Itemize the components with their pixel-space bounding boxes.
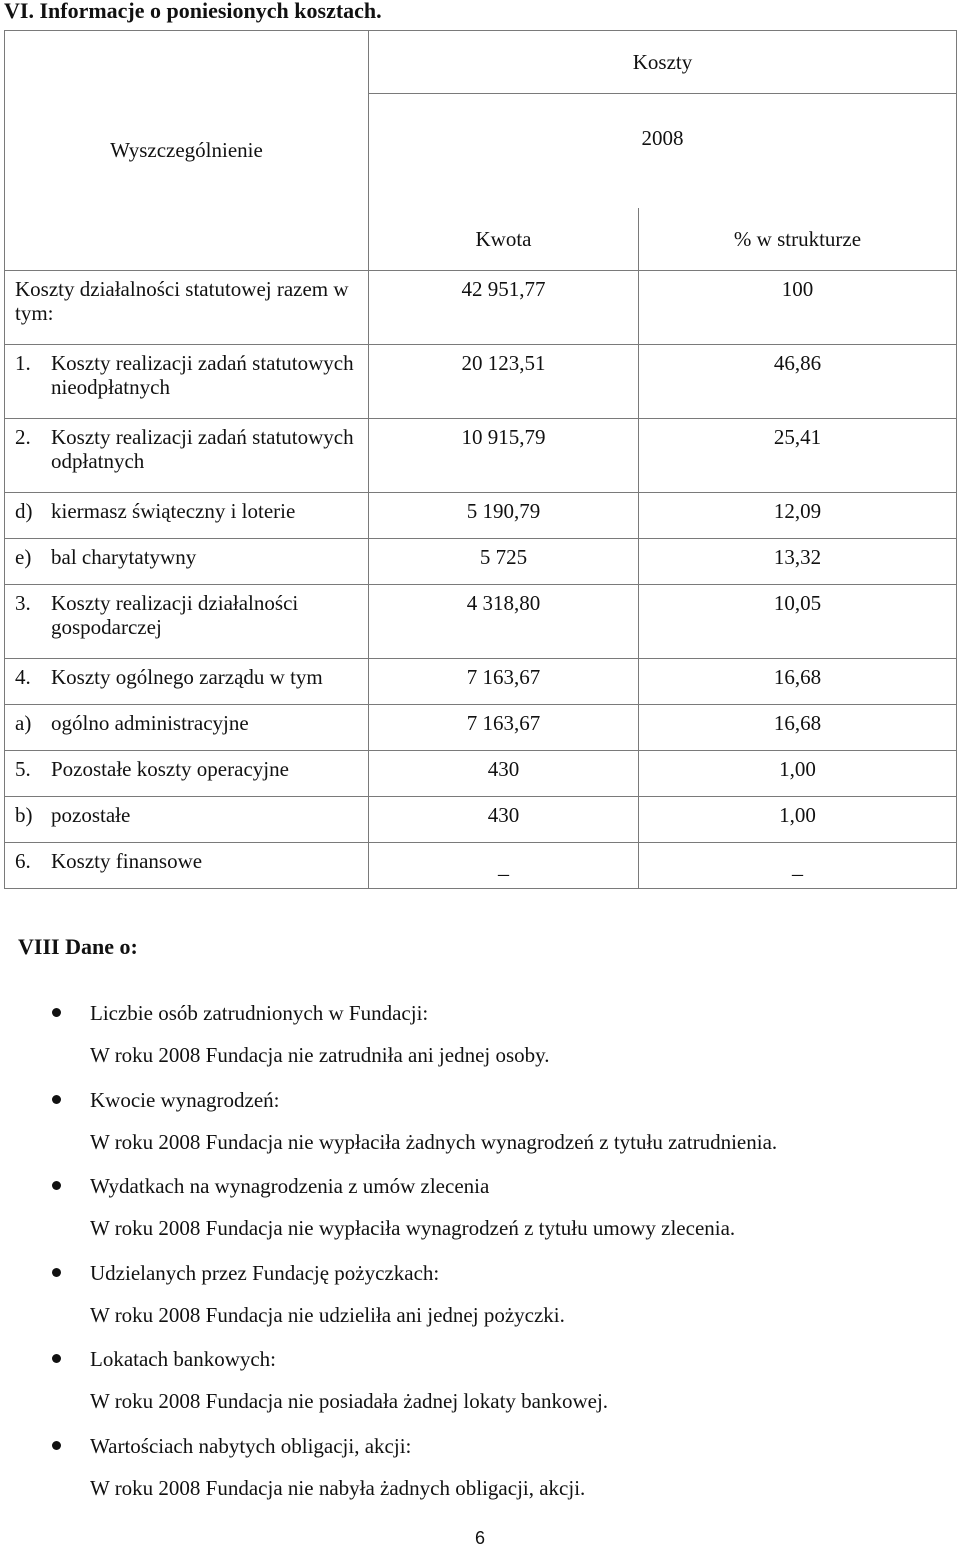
table-row xyxy=(5,493,957,539)
row-amount: 430 xyxy=(369,797,639,843)
row-percent: 16,68 xyxy=(639,659,957,705)
header-label: Wyszczególnienie xyxy=(5,31,369,271)
item-answer: W roku 2008 Fundacja nie nabyła żadnych obligacji, akcji. xyxy=(90,1475,586,1500)
row-label-text: Koszty realizacji zadań statutowych nieodpłatnych xyxy=(51,351,354,399)
row-percent: _ xyxy=(639,843,957,889)
row-label-text: bal charytatywny xyxy=(51,545,197,569)
row-amount: 5 725 xyxy=(369,539,639,585)
list-item xyxy=(52,1431,932,1518)
row-label-text: Koszty ogólnego zarządu w tym xyxy=(51,665,323,689)
row-amount: 10 915,79 xyxy=(369,419,639,493)
list-item xyxy=(52,1085,932,1172)
row-label-text: Koszty realizacji zadań statutowych odpłatnych xyxy=(51,425,354,473)
row-amount: 7 163,67 xyxy=(369,705,639,751)
row-percent: 1,00 xyxy=(639,797,957,843)
costs-table xyxy=(4,30,957,889)
table-row xyxy=(5,345,957,419)
row-label xyxy=(5,751,369,797)
row-marker: 6. xyxy=(15,849,31,873)
list-item xyxy=(52,998,932,1085)
table-row xyxy=(5,539,957,585)
row-label-text: Koszty realizacji działalności gospodarczej xyxy=(51,591,299,639)
row-label xyxy=(5,493,369,539)
table-row xyxy=(5,843,957,889)
section-viii-title: VIII Dane o: xyxy=(18,934,138,959)
header-amount: Kwota xyxy=(369,208,639,271)
row-label-text: ogólno administracyjne xyxy=(51,711,249,735)
row-amount: 42 951,77 xyxy=(369,271,639,345)
list-item xyxy=(52,1171,932,1258)
item-question: Liczbie osób zatrudnionych w Fundacji: xyxy=(90,1001,429,1025)
row-marker: b) xyxy=(15,803,33,827)
row-marker: 1. xyxy=(15,351,31,375)
item-question: Wartościach nabytych obligacji, akcji: xyxy=(90,1433,412,1458)
row-label-text: kiermasz świąteczny i loterie xyxy=(51,499,296,523)
table-row xyxy=(5,659,957,705)
bullet-icon xyxy=(52,1095,61,1104)
row-label xyxy=(5,419,369,493)
item-question: Lokatach bankowych: xyxy=(90,1347,277,1371)
section-vi-title: VI. Informacje o poniesionych kosztach. xyxy=(4,0,382,23)
item-question: Wydatkach na wynagrodzenia z umów zlecenia xyxy=(90,1174,490,1198)
item-question: Kwocie wynagrodzeń: xyxy=(90,1087,280,1112)
row-percent: 16,68 xyxy=(639,705,957,751)
list-item xyxy=(52,1258,932,1345)
item-answer: W roku 2008 Fundacja nie udzieliła ani jednej pożyczki. xyxy=(90,1302,565,1327)
item-answer: W roku 2008 Fundacja nie wypłaciła wynagrodzeń z tytułu umowy zlecenia. xyxy=(90,1216,736,1240)
row-label xyxy=(5,585,369,659)
bullet-icon xyxy=(52,1181,61,1190)
item-answer: W roku 2008 Fundacja nie zatrudniła ani jednej osoby. xyxy=(90,1043,550,1067)
row-label xyxy=(5,539,369,585)
row-amount: 4 318,80 xyxy=(369,585,639,659)
row-label-text: pozostałe xyxy=(51,803,131,827)
row-amount: 430 xyxy=(369,751,639,797)
row-percent: 100 xyxy=(639,271,957,345)
row-label-text: Koszty finansowe xyxy=(51,849,203,873)
table-row xyxy=(5,705,957,751)
table-row xyxy=(5,271,957,345)
row-marker: 3. xyxy=(15,591,31,615)
list-item xyxy=(52,1344,932,1431)
row-label xyxy=(5,345,369,419)
row-percent: 12,09 xyxy=(639,493,957,539)
header-year: 2008 xyxy=(369,94,957,209)
table-row xyxy=(5,419,957,493)
row-percent: 25,41 xyxy=(639,419,957,493)
row-label: Koszty działalności statutowej razem w tym: xyxy=(5,271,369,345)
row-percent: 46,86 xyxy=(639,345,957,419)
item-question: Udzielanych przez Fundację pożyczkach: xyxy=(90,1260,440,1285)
row-marker: 5. xyxy=(15,757,31,781)
bullet-icon xyxy=(52,1008,61,1017)
row-amount: 7 163,67 xyxy=(369,659,639,705)
table-row xyxy=(5,797,957,843)
data-list xyxy=(52,998,932,1517)
page-number: 6 xyxy=(474,1528,485,1548)
bullet-icon xyxy=(52,1268,61,1277)
row-label xyxy=(5,843,369,889)
row-percent: 13,32 xyxy=(639,539,957,585)
bullet-icon xyxy=(52,1354,61,1363)
row-label xyxy=(5,659,369,705)
row-amount: 20 123,51 xyxy=(369,345,639,419)
header-costs: Koszty xyxy=(369,31,957,94)
bullet-icon xyxy=(52,1441,61,1450)
row-marker: d) xyxy=(15,499,33,523)
item-answer: W roku 2008 Fundacja nie wypłaciła żadnych wynagrodzeń z tytułu zatrudnienia. xyxy=(90,1129,778,1154)
table-row xyxy=(5,751,957,797)
row-amount: _ xyxy=(369,843,639,889)
row-marker: 4. xyxy=(15,665,31,689)
row-label-text: Pozostałe koszty operacyjne xyxy=(51,757,289,781)
row-amount: 5 190,79 xyxy=(369,493,639,539)
row-label xyxy=(5,797,369,843)
item-answer: W roku 2008 Fundacja nie posiadała żadnej lokaty bankowej. xyxy=(90,1389,609,1413)
row-percent: 10,05 xyxy=(639,585,957,659)
header-percent: % w strukturze xyxy=(639,208,957,271)
row-label xyxy=(5,705,369,751)
row-marker: 2. xyxy=(15,425,31,449)
row-marker: e) xyxy=(15,545,32,569)
table-row xyxy=(5,585,957,659)
row-marker: a) xyxy=(15,711,32,735)
row-percent: 1,00 xyxy=(639,751,957,797)
